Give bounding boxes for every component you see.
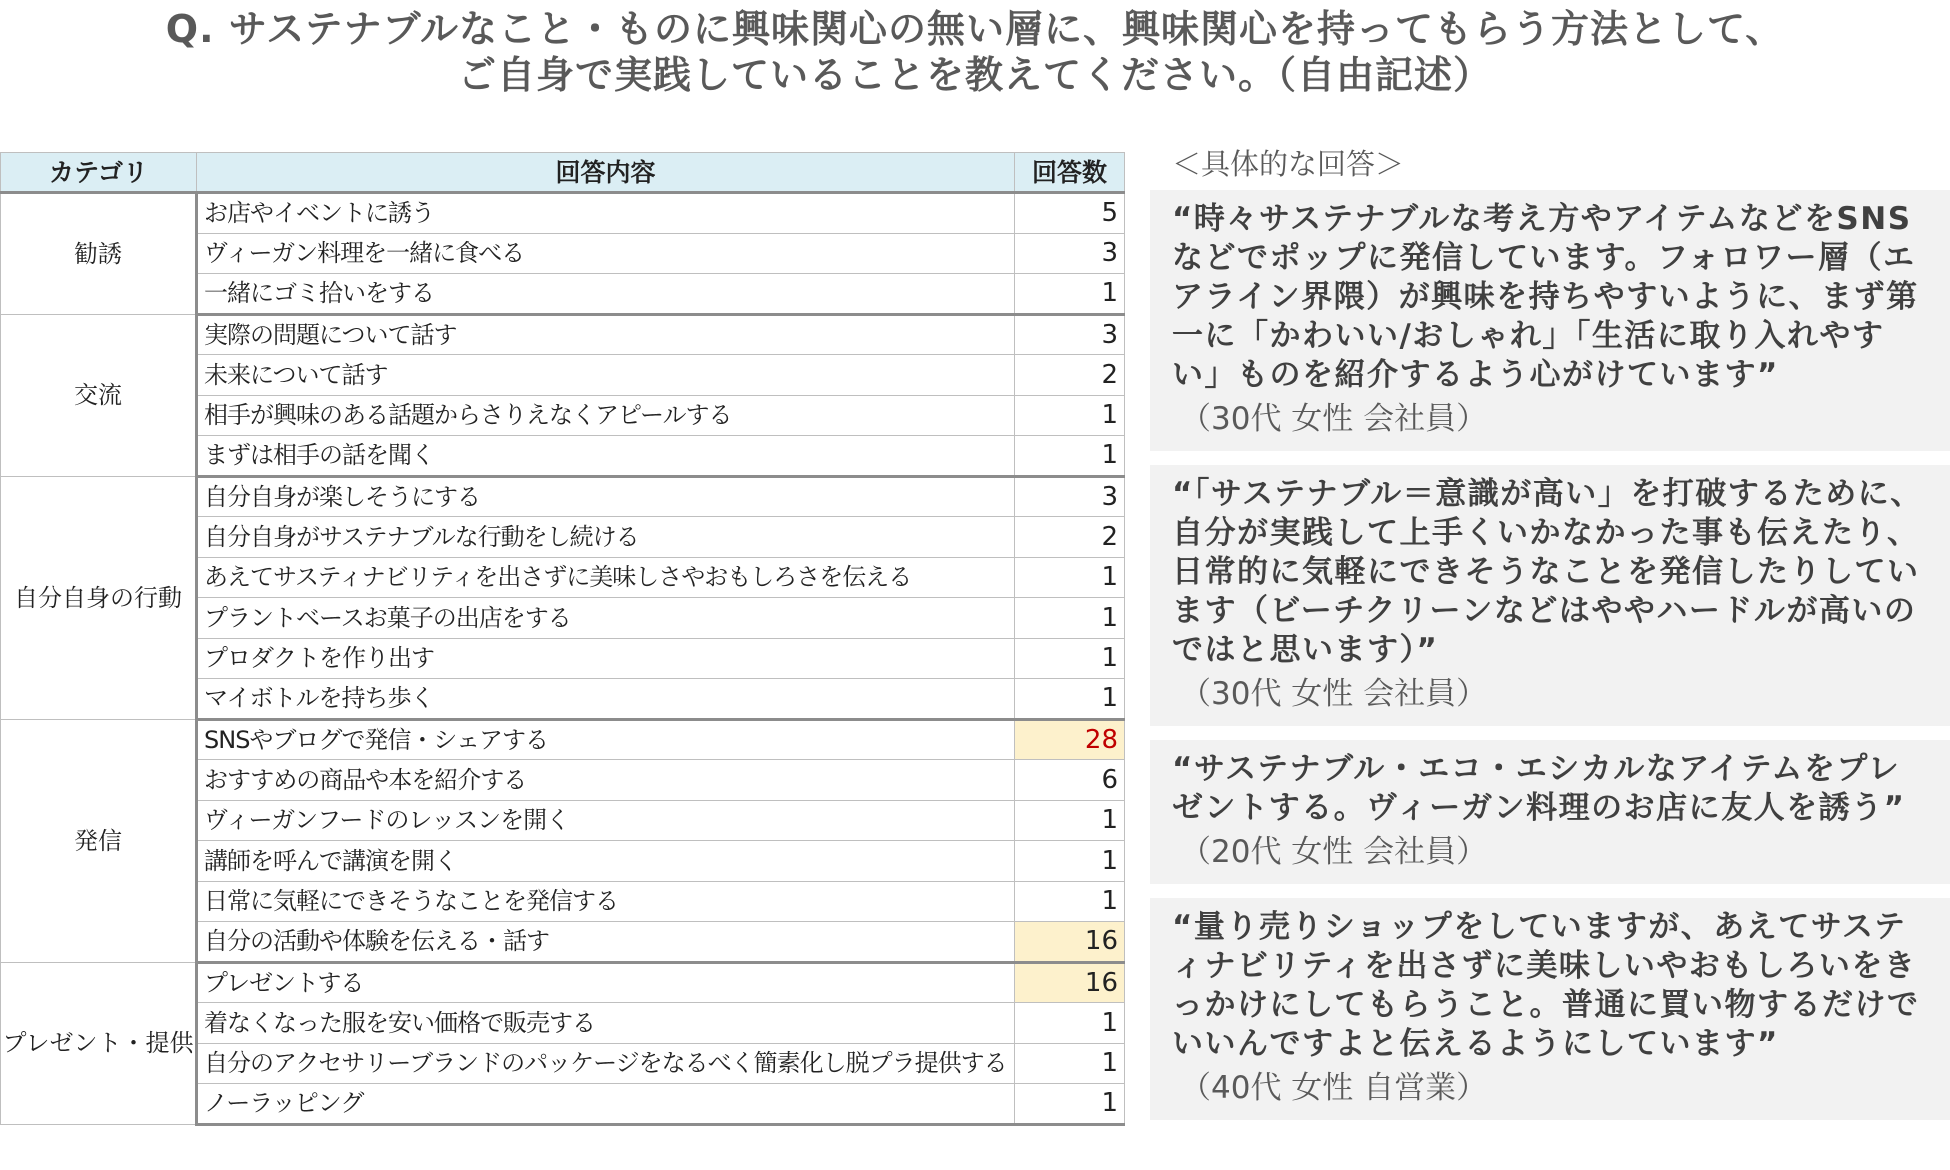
count-cell: 1 (1015, 800, 1125, 841)
page-title (0, 6, 1950, 98)
response-cell: まずは相手の話を聞く (197, 436, 1015, 477)
count-cell: 1 (1015, 598, 1125, 639)
count-cell: 1 (1015, 274, 1125, 315)
response-cell: おすすめの商品や本を紹介する (197, 760, 1015, 801)
quote-card (1150, 190, 1950, 451)
count-cell: 3 (1015, 233, 1125, 274)
header-response: 回答内容 (197, 153, 1015, 193)
response-cell: プロダクトを作り出す (197, 638, 1015, 679)
quotes-panel (1150, 144, 1950, 1134)
count-cell: 3 (1015, 314, 1125, 355)
response-cell: ヴィーガンフードのレッスンを開く (197, 800, 1015, 841)
count-cell: 16 (1015, 962, 1125, 1003)
header-category: カテゴリ (1, 153, 197, 193)
count-cell: 1 (1015, 1003, 1125, 1044)
count-cell: 1 (1015, 395, 1125, 436)
response-cell: 講師を呼んで講演を開く (197, 841, 1015, 882)
category-cell: 発信 (1, 719, 197, 962)
response-cell: SNSやブログで発信・シェアする (197, 719, 1015, 760)
table-row (1, 962, 1125, 1003)
response-cell: 自分自身がサステナブルな行動をし続ける (197, 517, 1015, 558)
quote-card (1150, 898, 1950, 1120)
response-cell: 自分のアクセサリーブランドのパッケージをなるべく簡素化し脱プラ提供する (197, 1043, 1015, 1084)
count-cell: 1 (1015, 1043, 1125, 1084)
quote-attribution: （30代 女性 会社員） (1180, 401, 1488, 437)
quote-attribution: （20代 女性 会社員） (1180, 834, 1488, 870)
response-cell: あえてサスティナビリティを出さずに美味しさやおもしろさを伝える (197, 557, 1015, 598)
count-cell: 16 (1015, 922, 1125, 963)
count-cell: 3 (1015, 476, 1125, 517)
quote-text: “時々サステナブルな考え方やアイテムなどをSNSなどでポップに発信しています。フォロワー層（エアライン界隈）が興味を持ちやすいように、まず第一に「かわいい/おしゃれ」「生活に取り入れやすい」ものを紹介するよう心がけています” (1172, 201, 1919, 393)
category-cell: 勧誘 (1, 193, 197, 315)
table-row (1, 314, 1125, 355)
quote-text: “サステナブル・エコ・エシカルなアイテムをプレゼントする。ヴィーガン料理のお店に友人を誘う” (1172, 751, 1906, 826)
response-cell: 一緒にゴミ拾いをする (197, 274, 1015, 315)
response-table (0, 152, 1125, 1126)
count-cell: 5 (1015, 193, 1125, 234)
quote-card (1150, 740, 1950, 884)
table-row (1, 476, 1125, 517)
response-cell: 日常に気軽にできそうなことを発信する (197, 881, 1015, 922)
response-cell: お店やイベントに誘う (197, 193, 1015, 234)
response-cell: 着なくなった服を安い価格で販売する (197, 1003, 1015, 1044)
response-cell: ヴィーガン料理を一緒に食べる (197, 233, 1015, 274)
table-row (1, 193, 1125, 234)
title-line-1: Q. サステナブルなこと・ものに興味関心の無い層に、興味関心を持ってもらう方法として、 (165, 7, 1785, 51)
response-cell: ノーラッピング (197, 1084, 1015, 1125)
quote-text: “量り売りショップをしていますが、あえてサスティナビリティを出さずに美味しいやおもしろいをきっかけにしてもらうこと。普通に買い物するだけでいいんですよと伝えるようにしています” (1172, 909, 1920, 1062)
quote-text: “「サステナブル＝意識が高い」を打破するために、自分が実践して上手くいかなかった事も伝えたり、日常的に気軽にできそうなことを発信したりしています（ビーチクリーンなどはややハードルが高いのではと思います）” (1172, 476, 1923, 668)
count-cell: 1 (1015, 841, 1125, 882)
count-cell: 1 (1015, 557, 1125, 598)
count-cell: 2 (1015, 517, 1125, 558)
title-line-2: ご自身で実践していることを教えてください。（自由記述） (457, 53, 1492, 97)
response-cell: 自分自身が楽しそうにする (197, 476, 1015, 517)
response-cell: 未来について話す (197, 355, 1015, 396)
table-header-row (1, 153, 1125, 193)
count-cell: 6 (1015, 760, 1125, 801)
count-cell: 1 (1015, 1084, 1125, 1125)
response-cell: マイボトルを持ち歩く (197, 679, 1015, 720)
response-cell: 自分の活動や体験を伝える・話す (197, 922, 1015, 963)
count-cell: 1 (1015, 679, 1125, 720)
quotes-list (1150, 190, 1950, 1120)
table-body (1, 193, 1125, 1125)
response-cell: 実際の問題について話す (197, 314, 1015, 355)
count-cell: 1 (1015, 436, 1125, 477)
count-cell: 28 (1015, 719, 1125, 760)
response-cell: プレゼントする (197, 962, 1015, 1003)
count-cell: 1 (1015, 638, 1125, 679)
quote-attribution: （40代 女性 自営業） (1180, 1070, 1488, 1106)
table-row (1, 719, 1125, 760)
quote-card (1150, 465, 1950, 726)
category-cell: プレゼント・提供 (1, 962, 197, 1124)
header-count: 回答数 (1015, 153, 1125, 193)
count-cell: 1 (1015, 881, 1125, 922)
response-cell: 相手が興味のある話題からさりえなくアピールする (197, 395, 1015, 436)
count-cell: 2 (1015, 355, 1125, 396)
quote-attribution: （30代 女性 会社員） (1180, 676, 1488, 712)
response-cell: プラントベースお菓子の出店をする (197, 598, 1015, 639)
category-cell: 自分自身の行動 (1, 476, 197, 719)
quotes-heading: ＜具体的な回答＞ (1172, 147, 1405, 181)
category-cell: 交流 (1, 314, 197, 476)
